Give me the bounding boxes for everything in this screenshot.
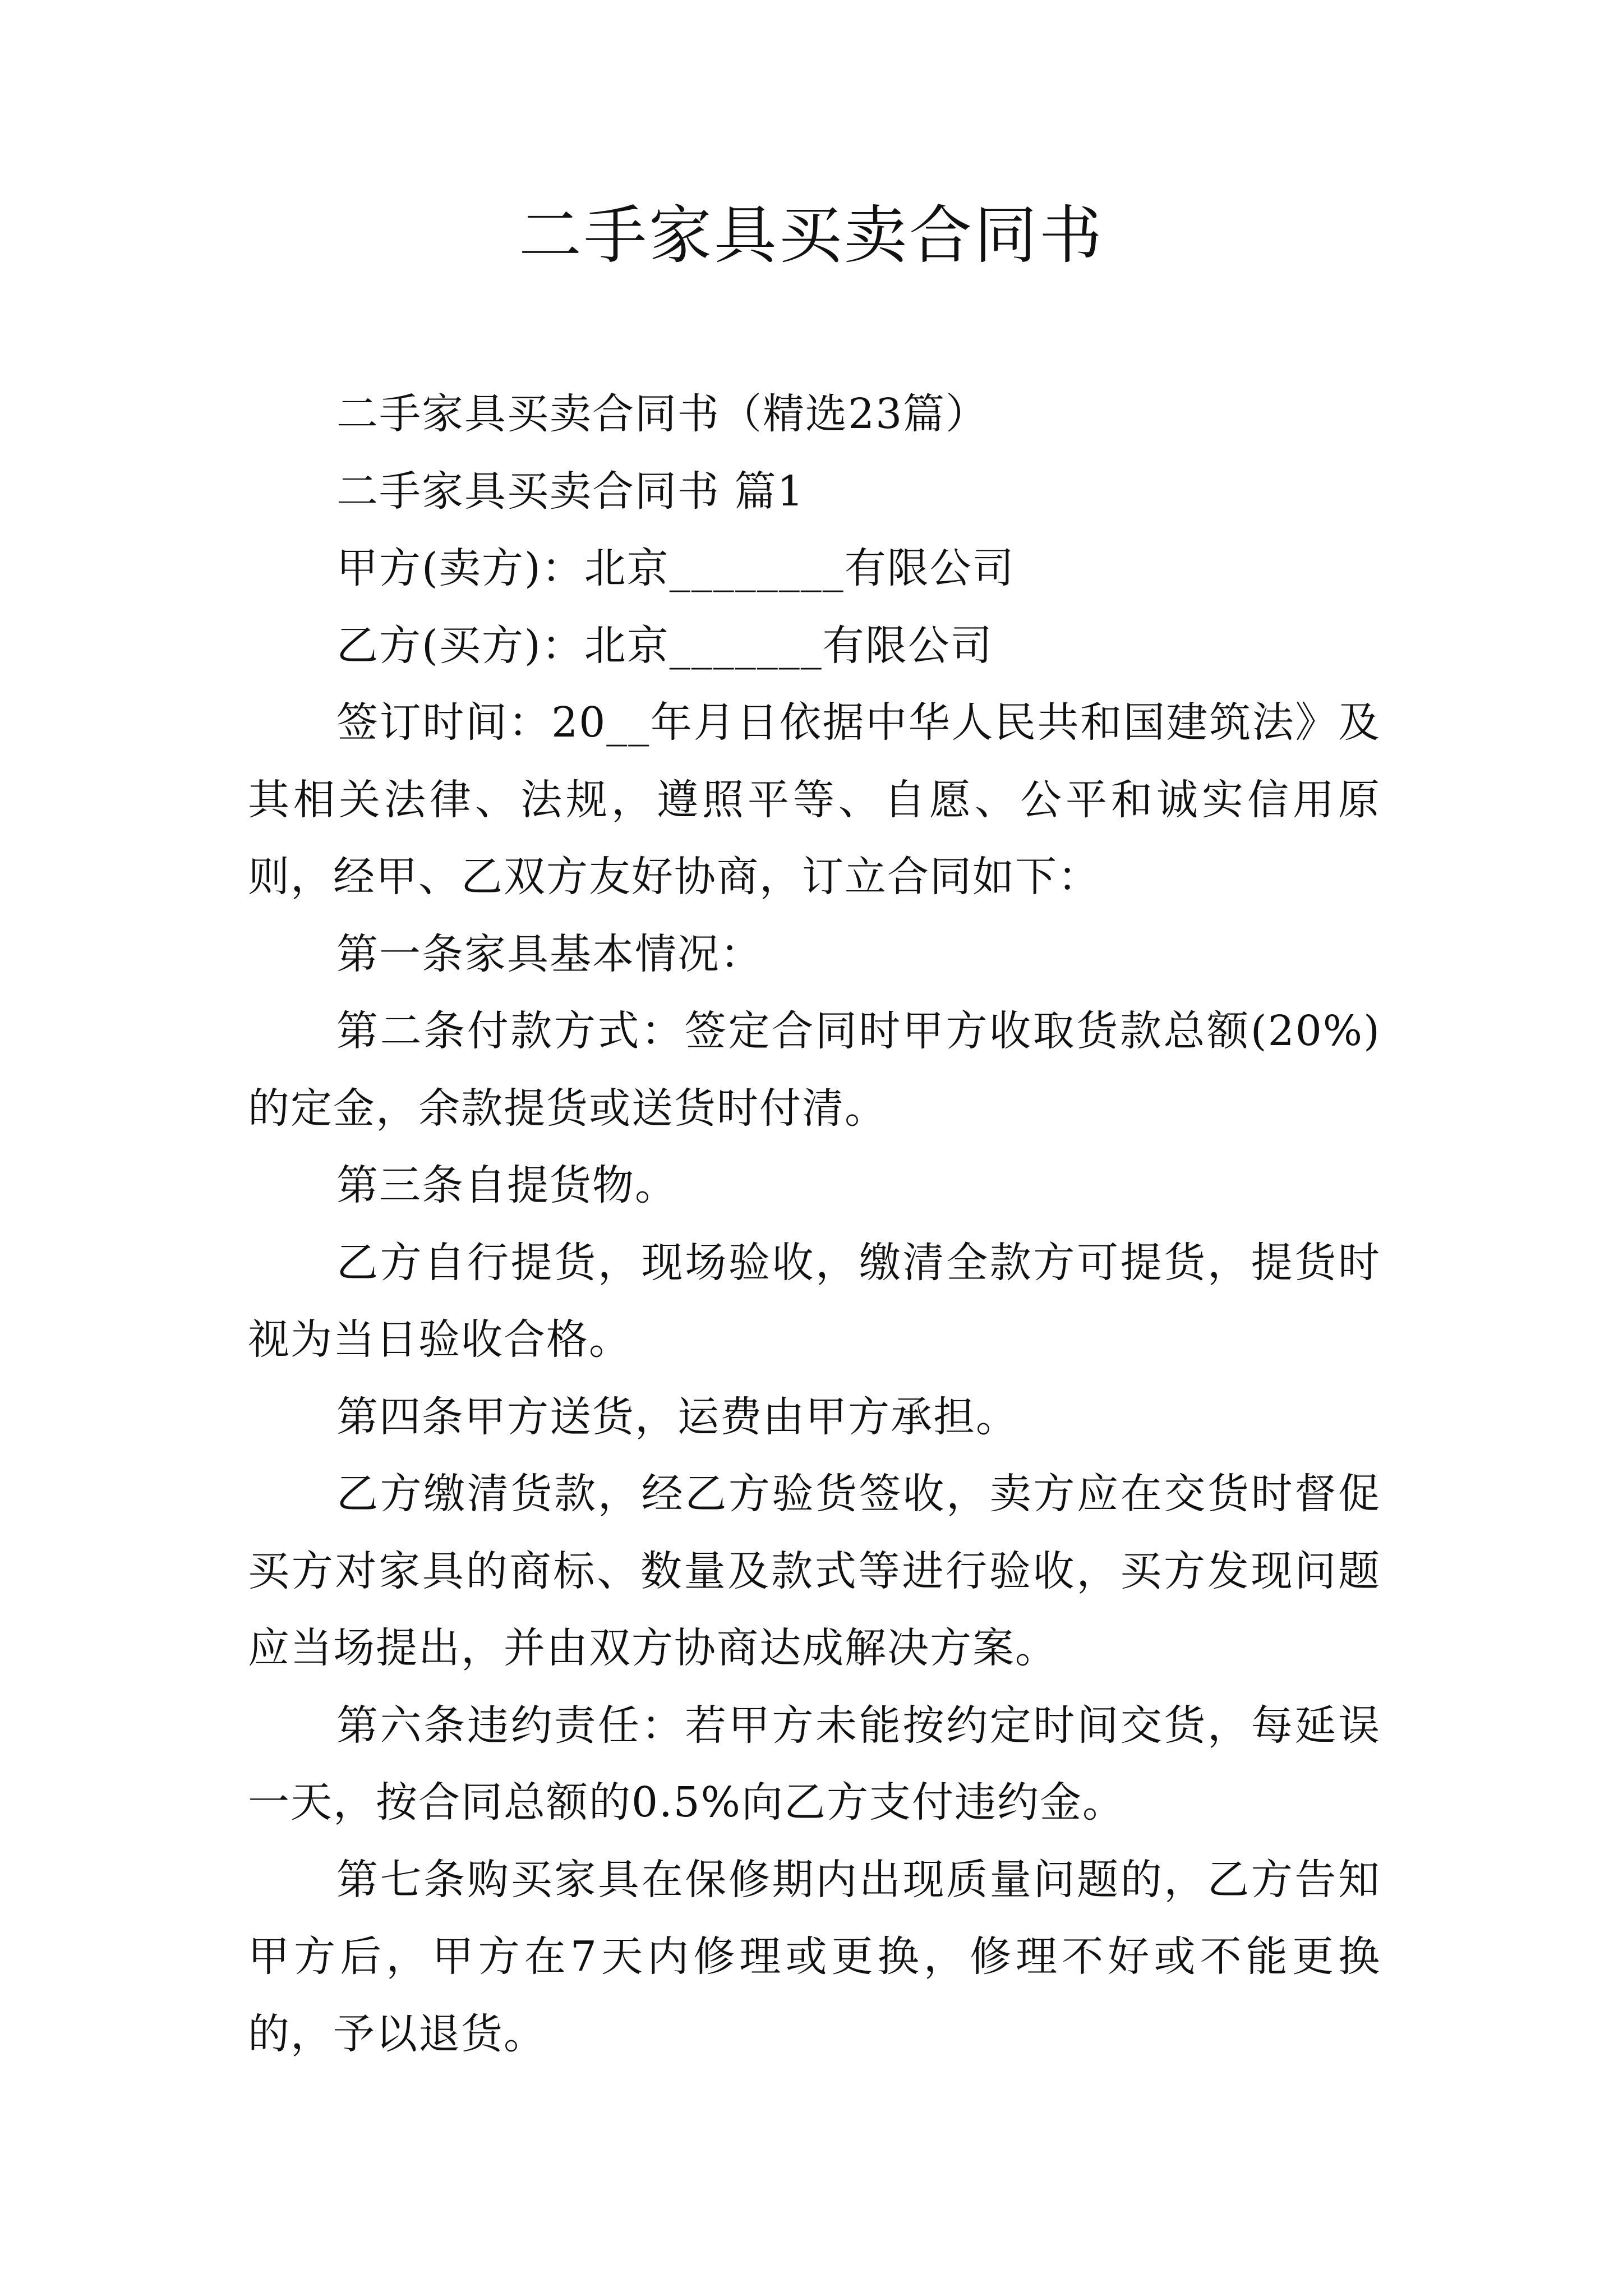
paragraph-signing-time: 签订时间：20__年月日依据中华人民共和国建筑法》及其相关法律、法规，遵照平等、自愿、公平和诚实信用原则，经甲、乙双方友好协商，订立合同如下：	[248, 698, 1381, 901]
document-title: 二手家具买卖合同书	[519, 199, 1104, 272]
paragraph-clause-4: 第四条甲方送货，运费由甲方承担。	[336, 1392, 1018, 1441]
paragraph-clause-6: 第六条违约责任：若甲方未能按约定时间交货，每延误一天，按合同总额的0.5%向乙方支付违约金。	[248, 1701, 1381, 1826]
paragraph-clause-1: 第一条家具基本情况：	[336, 930, 763, 978]
paragraph-clause-3: 第三条自提货物。	[336, 1161, 677, 1209]
paragraph-clause-7: 第七条购买家具在保修期内出现质量问题的，乙方告知甲方后，甲方在7天内修理或更换，修理不好或不能更换的，予以退货。	[248, 1855, 1381, 2058]
document-body	[248, 376, 1381, 2073]
paragraph-party-a: 甲方(卖方)：北京________有限公司	[336, 544, 1015, 592]
paragraph-self-pickup: 乙方自行提货，现场验收，缴清全款方可提货，提货时视为当日验收合格。	[248, 1238, 1381, 1364]
paragraph-subtitle: 二手家具买卖合同书（精选23篇）	[336, 390, 989, 438]
paragraph-party-b: 乙方(买方)：北京_______有限公司	[336, 621, 993, 670]
paragraph-clause-2: 第二条付款方式：签定合同时甲方收取货款总额(20%)的定金，余款提货或送货时付清。	[248, 1007, 1381, 1133]
paragraph-article-heading: 二手家具买卖合同书 篇1	[336, 467, 805, 516]
paragraph-delivery-inspection: 乙方缴清货款，经乙方验货签收，卖方应在交货时督促买方对家具的商标、数量及款式等进行验收，买方发现问题应当场提出，并由双方协商达成解决方案。	[248, 1470, 1381, 1672]
